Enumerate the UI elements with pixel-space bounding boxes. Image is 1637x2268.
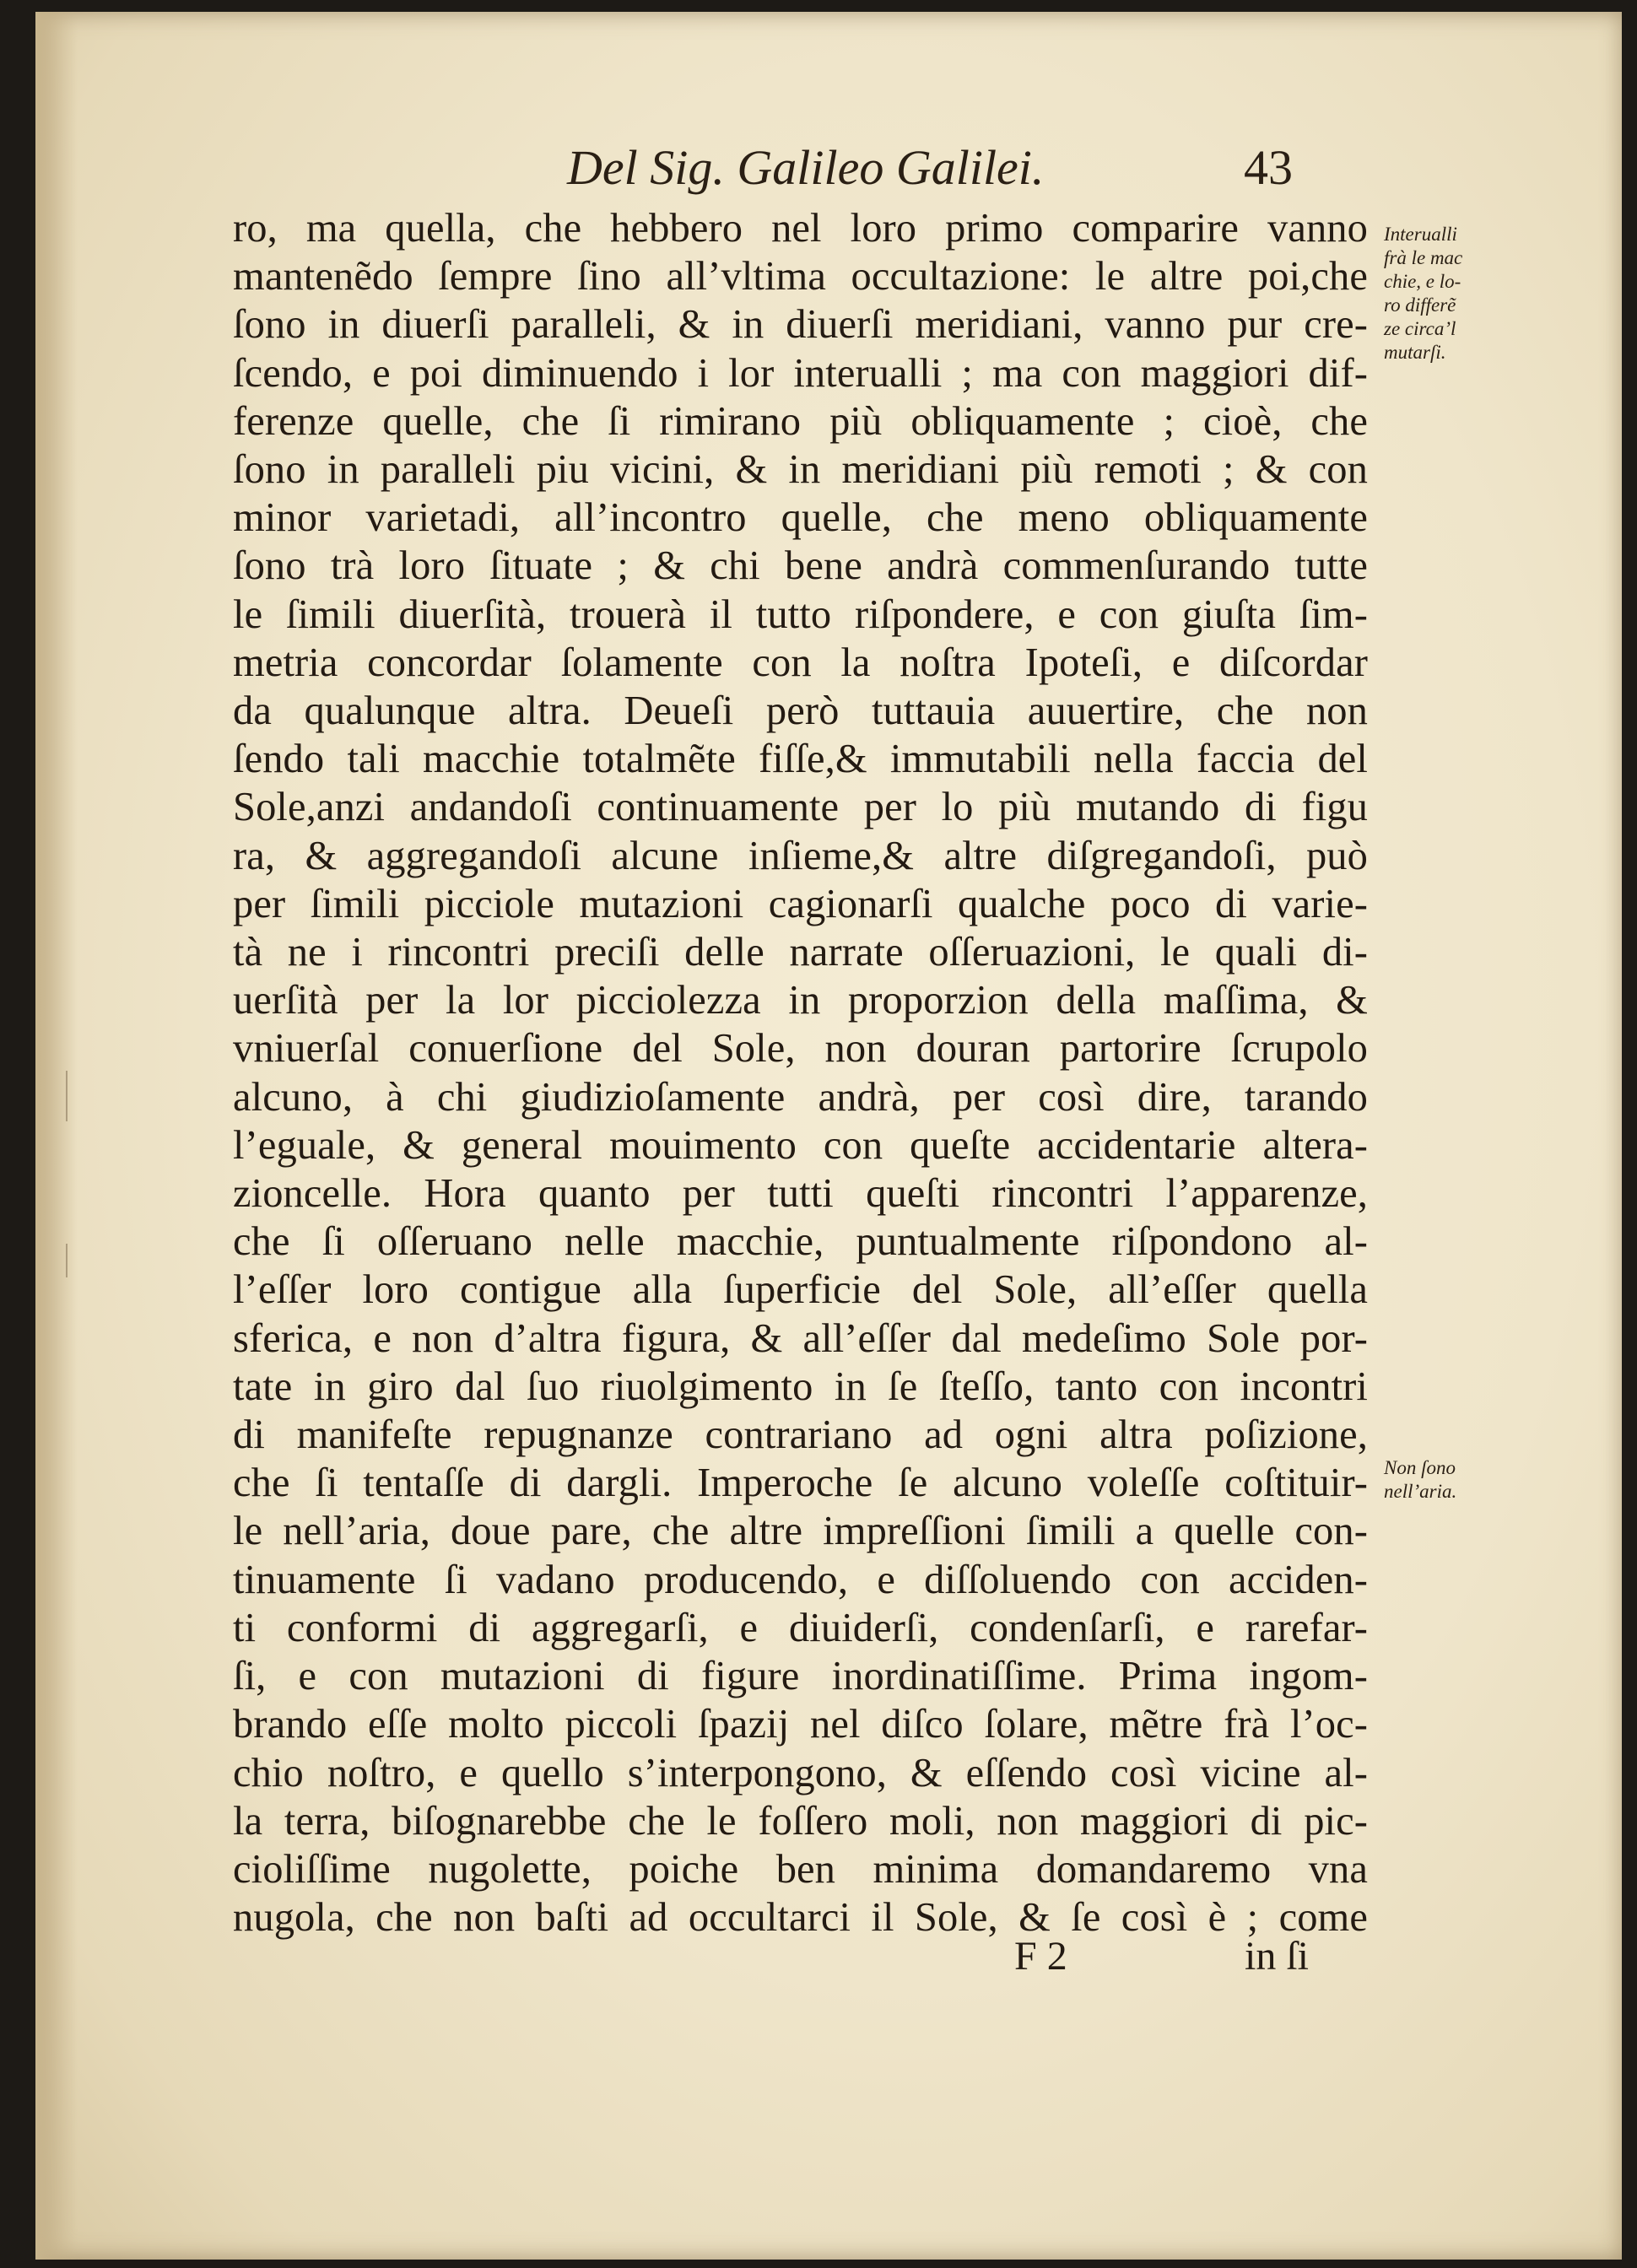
running-title: Del Sig. Galileo Galilei. — [567, 140, 1045, 195]
text-line: che ſi tentaſſe di dargli. Imperoche ſe alcuno voleſſe coſtituir- — [233, 1461, 1368, 1506]
text-line: cioliſſime nugolette, poiche ben minima domandaremo vna — [233, 1846, 1368, 1892]
text-line: per ſimili picciole mutazioni cagionarſi qualche poco di varie- — [233, 881, 1368, 926]
text-line: tà ne i rincontri preciſi delle narrate oſſeruazioni, le quali di- — [233, 930, 1368, 975]
text-line: ra, & aggregandoſi alcune inſieme,& altre diſgregandoſi, può — [233, 833, 1368, 878]
text-line: ſono in diuerſi paralleli, & in diuerſi meridiani, vanno pur cre- — [233, 302, 1368, 348]
text-line: ferenze quelle, che ſi rimirano più obliquamente ; cioè, che — [233, 398, 1368, 444]
signature-mark: F 2 — [1014, 1934, 1067, 1979]
text-line: mantenẽdo ſempre ſino all’vltima occultazione: le altre poi,che — [233, 254, 1368, 300]
text-line: sferica, e non d’altra figura, & all’eſſer dal medeſimo Sole por- — [233, 1315, 1368, 1361]
catchword: in ſi — [1245, 1934, 1310, 1979]
page-number: 43 — [1244, 140, 1293, 195]
marginal-note-line: frà le mac — [1384, 247, 1463, 268]
paper-crease-mark — [66, 1244, 68, 1277]
text-line: ſi, e con mutazioni di figure inordinatiſſime. Prima ingom- — [233, 1654, 1368, 1699]
text-line: minor varietadi, all’incontro quelle, che meno obliquamente — [233, 495, 1368, 541]
text-line: la terra, biſognarebbe che le foſſero moli, non maggiori di pic- — [233, 1798, 1368, 1844]
marginal-note-line: chie, e lo- — [1384, 271, 1461, 292]
running-head — [567, 138, 1293, 197]
text-line: ſcendo, e poi diminuendo i lor interualli ; ma con maggiori dif- — [233, 350, 1368, 396]
text-line: metria concordar ſolamente con la noſtra Ipoteſi, e diſcordar — [233, 640, 1368, 685]
marginal-note-line: nell’aria. — [1384, 1481, 1457, 1502]
paper-crease-mark — [66, 1071, 68, 1121]
marginal-note-not-in-air — [1384, 1456, 1517, 1504]
text-line: da qualunque altra. Deueſi però tuttauia auuertire, che non — [233, 688, 1368, 734]
text-line: le nell’aria, doue pare, che altre impreſſioni ſimili a quelle con- — [233, 1509, 1368, 1554]
text-line: uerſità per la lor picciolezza in proporzion della maſſima, & — [233, 978, 1368, 1023]
page-gutter-shadow — [35, 12, 78, 2260]
text-line: tinuamente ſi vadano producendo, e diſſoluendo con acciden- — [233, 1557, 1368, 1602]
text-line: ti conformi di aggregarſi, e diuiderſi, condenſarſi, e rarefar- — [233, 1605, 1368, 1650]
text-line: ſendo tali macchie totalmẽte fiſſe,& immutabili nella faccia del — [233, 737, 1368, 782]
text-line: ſono in paralleli piu vicini, & in meridiani più remoti ; & con — [233, 447, 1368, 493]
text-line: che ſi oſſeruano nelle macchie, puntualmente riſpondono al- — [233, 1219, 1368, 1265]
book-page — [35, 12, 1622, 2260]
text-line: ro, ma quella, che hebbero nel loro primo comparire vanno — [233, 206, 1368, 251]
text-line: l’eſſer loro contigue alla ſuperficie del Sole, all’eſſer quella — [233, 1267, 1368, 1313]
text-line: Sole,anzi andandoſi continuamente per lo più mutando di figu — [233, 785, 1368, 830]
marginal-note-intervals — [1384, 223, 1517, 364]
text-line: nugola, che non baſti ad occultarci il Sole, & ſe così è ; come — [233, 1895, 1368, 1941]
text-line: ſono trà loro ſituate ; & chi bene andrà commenſurando tutte — [233, 543, 1368, 589]
text-line: di manifeſte repugnanze contrariano ad ogni altra poſizione, — [233, 1412, 1368, 1458]
text-line: le ſimili diuerſità, trouerà il tutto riſpondere, e con giuſta ſim- — [233, 591, 1368, 637]
text-line: chio noſtro, e quello s’interpongono, & eſſendo così vicine al- — [233, 1750, 1368, 1796]
marginal-note-line: mutarſi. — [1384, 342, 1446, 363]
main-text-block — [233, 204, 1368, 1941]
text-line: tate in giro dal ſuo riuolgimento in ſe ſteſſo, tanto con incontri — [233, 1364, 1368, 1409]
marginal-note-line: Interualli — [1384, 224, 1457, 245]
text-line: brando eſſe molto piccoli ſpazij nel diſco ſolare, mẽtre frà l’oc- — [233, 1702, 1368, 1747]
text-line: alcuno, à chi giudizioſamente andrà, per così dire, tarando — [233, 1074, 1368, 1120]
text-line: zioncelle. Hora quanto per tutti queſti rincontri l’apparenze, — [233, 1171, 1368, 1217]
text-line: l’eguale, & general mouimento con queſte accidentarie altera- — [233, 1122, 1368, 1168]
text-line: vniuerſal conuerſione del Sole, non douran partorire ſcrupolo — [233, 1026, 1368, 1072]
marginal-note-line: ro differẽ — [1384, 294, 1456, 316]
marginal-note-line: Non ſono — [1384, 1457, 1456, 1478]
marginal-note-line: ze circa’l — [1384, 318, 1456, 339]
